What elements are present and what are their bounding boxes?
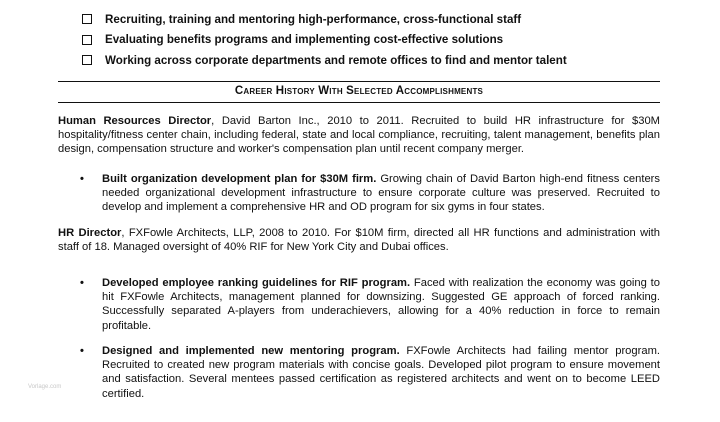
accomplishment-lead: Built organization development plan for $30M firm. <box>102 173 377 185</box>
watermark: Vorlage.com <box>28 384 62 390</box>
bullet-icon: • <box>80 173 84 185</box>
summary-item <box>82 50 682 71</box>
section-title: Career History With Selected Accomplishments <box>234 85 484 97</box>
summary-item-text: Recruiting, training and mentoring high-performance, cross-functional staff <box>105 12 522 26</box>
section-header <box>58 81 660 103</box>
checkbox-icon <box>82 35 92 45</box>
accomplishment-text: Faced with realization the economy was going to hit FXFowle Architects, management planned for downsizing. Suggested GE approach of forced ranking. Successfully separated A-players from underachievers, allowing for a 40% reduction in force to remain profitable. <box>102 277 660 332</box>
accomplishment-text: FXFowle Architects had failing mentor program. Recruited to created new program materials with concise goals. Developed pilot program to ensure movement and satisfaction. Several mentees passed certification as registered architects and went on to become LEED certified. <box>102 345 660 400</box>
job-title: HR Director <box>58 227 122 239</box>
summary-item <box>82 30 682 51</box>
checkbox-icon <box>82 14 92 24</box>
job-entry <box>58 114 660 157</box>
accomplishment-item <box>80 344 660 401</box>
summary-checklist <box>82 9 682 71</box>
job-entry <box>58 226 660 254</box>
checkbox-icon <box>82 55 92 65</box>
accomplishment-text: Growing chain of David Barton high-end fitness centers needed organizational development infrastructure to ensure corporate culture was preserved. Recruited to develop and implement a comprehensive HR and OD program for six gyms in four states. <box>102 173 660 214</box>
bullet-icon: • <box>80 345 84 357</box>
accomplishment-lead: Developed employee ranking guidelines for RIF program. <box>102 277 411 289</box>
accomplishment-lead: Designed and implemented new mentoring program. <box>102 345 400 357</box>
bullet-icon: • <box>80 277 84 289</box>
accomplishment-item <box>80 172 660 215</box>
job-title: Human Resources Director <box>58 115 212 127</box>
cutoff-text <box>58 411 61 422</box>
summary-item-text: Evaluating benefits programs and implementing cost-effective solutions <box>105 33 504 47</box>
summary-item-text: Working across corporate departments and remote offices to find and mentor talent <box>105 53 567 67</box>
summary-item <box>82 9 682 30</box>
cutoff-next-entry <box>58 410 660 422</box>
job-details: , FXFowle Architects, LLP, 2008 to 2010. For $10M firm, directed all HR functions and administration with staff of 18. Managed oversight of 40% RIF for New York City and Dubai offices. <box>58 227 660 254</box>
job-details: , David Barton Inc., 2010 to 2011. Recruited to build HR infrastructure for $30M hospitality/fitness center chain, including federal, state and local compliance, recruiting, talent management, benefits plan design, compensation structure and worker's compensation plan until recent company merger. <box>58 115 660 156</box>
accomplishment-item <box>80 276 660 333</box>
